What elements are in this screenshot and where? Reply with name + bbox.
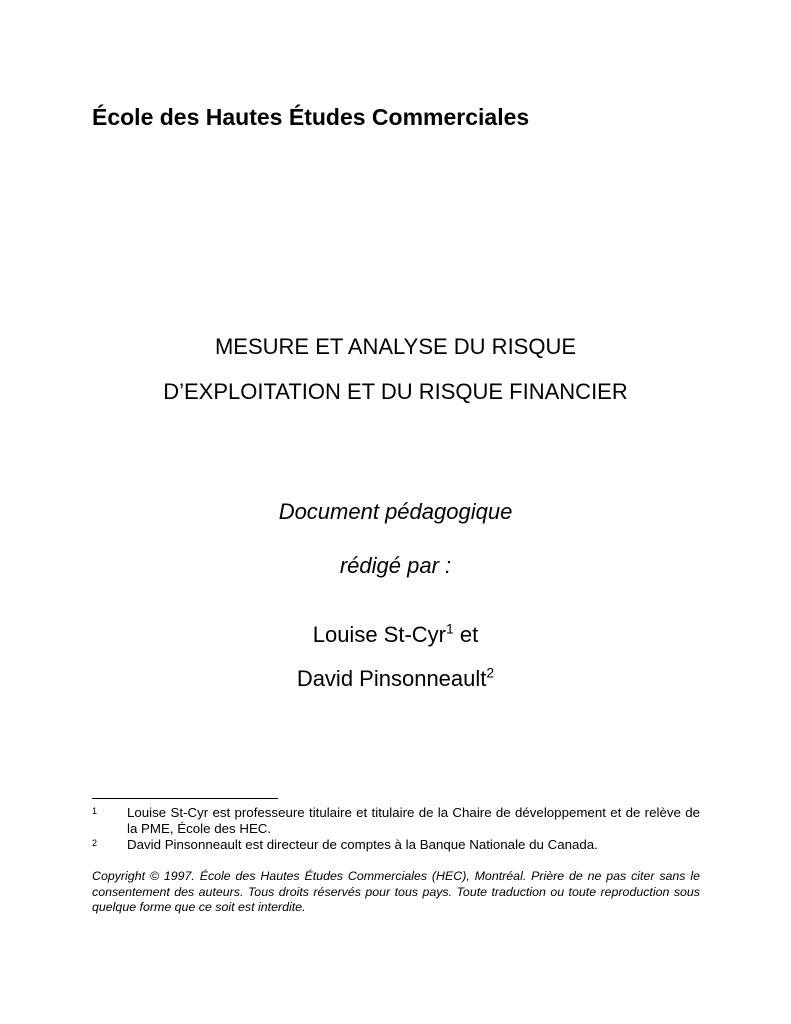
author-line-1 [0,622,791,648]
footnote-ref: 2 [486,664,495,681]
institution-heading: École des Hautes Études Commerciales [92,104,530,130]
footnote-ref: 1 [446,620,454,637]
author-name: David Pinsonneault [296,666,487,691]
footnote-number: 1 [92,806,98,816]
footnote-separator [92,798,278,799]
written-by-label: rédigé par : [339,553,452,578]
author-line-2 [0,666,791,692]
document-title-line-2: D’EXPLOITATION ET DU RISQUE FINANCIER [163,379,628,404]
footnote-2 [92,837,700,853]
document-type: Document pédagogique [278,499,513,524]
copyright-notice: Copyright © 1997. École des Hautes Études Commerciales (HEC), Montréal. Prière de ne pas citer sans le consentement des auteurs. Tous droits réservés pour tous pays. Toute traduction ou toute reproduction sous quelque forme que ce soit est interdite. [92,869,700,914]
author-conjunction: et [453,622,479,647]
footnote-number: 2 [92,838,98,848]
footnote-text: David Pinsonneault est directeur de comptes à la Banque Nationale du Canada. [127,837,598,852]
document-title-line-1: MESURE ET ANALYSE DU RISQUE [214,334,577,359]
author-name: Louise St-Cyr [312,622,446,647]
footnote-1 [92,805,700,837]
footnote-text: Louise St-Cyr est professeure titulaire et titulaire de la Chaire de développement et de relève de la PME, École des HEC. [127,805,700,836]
